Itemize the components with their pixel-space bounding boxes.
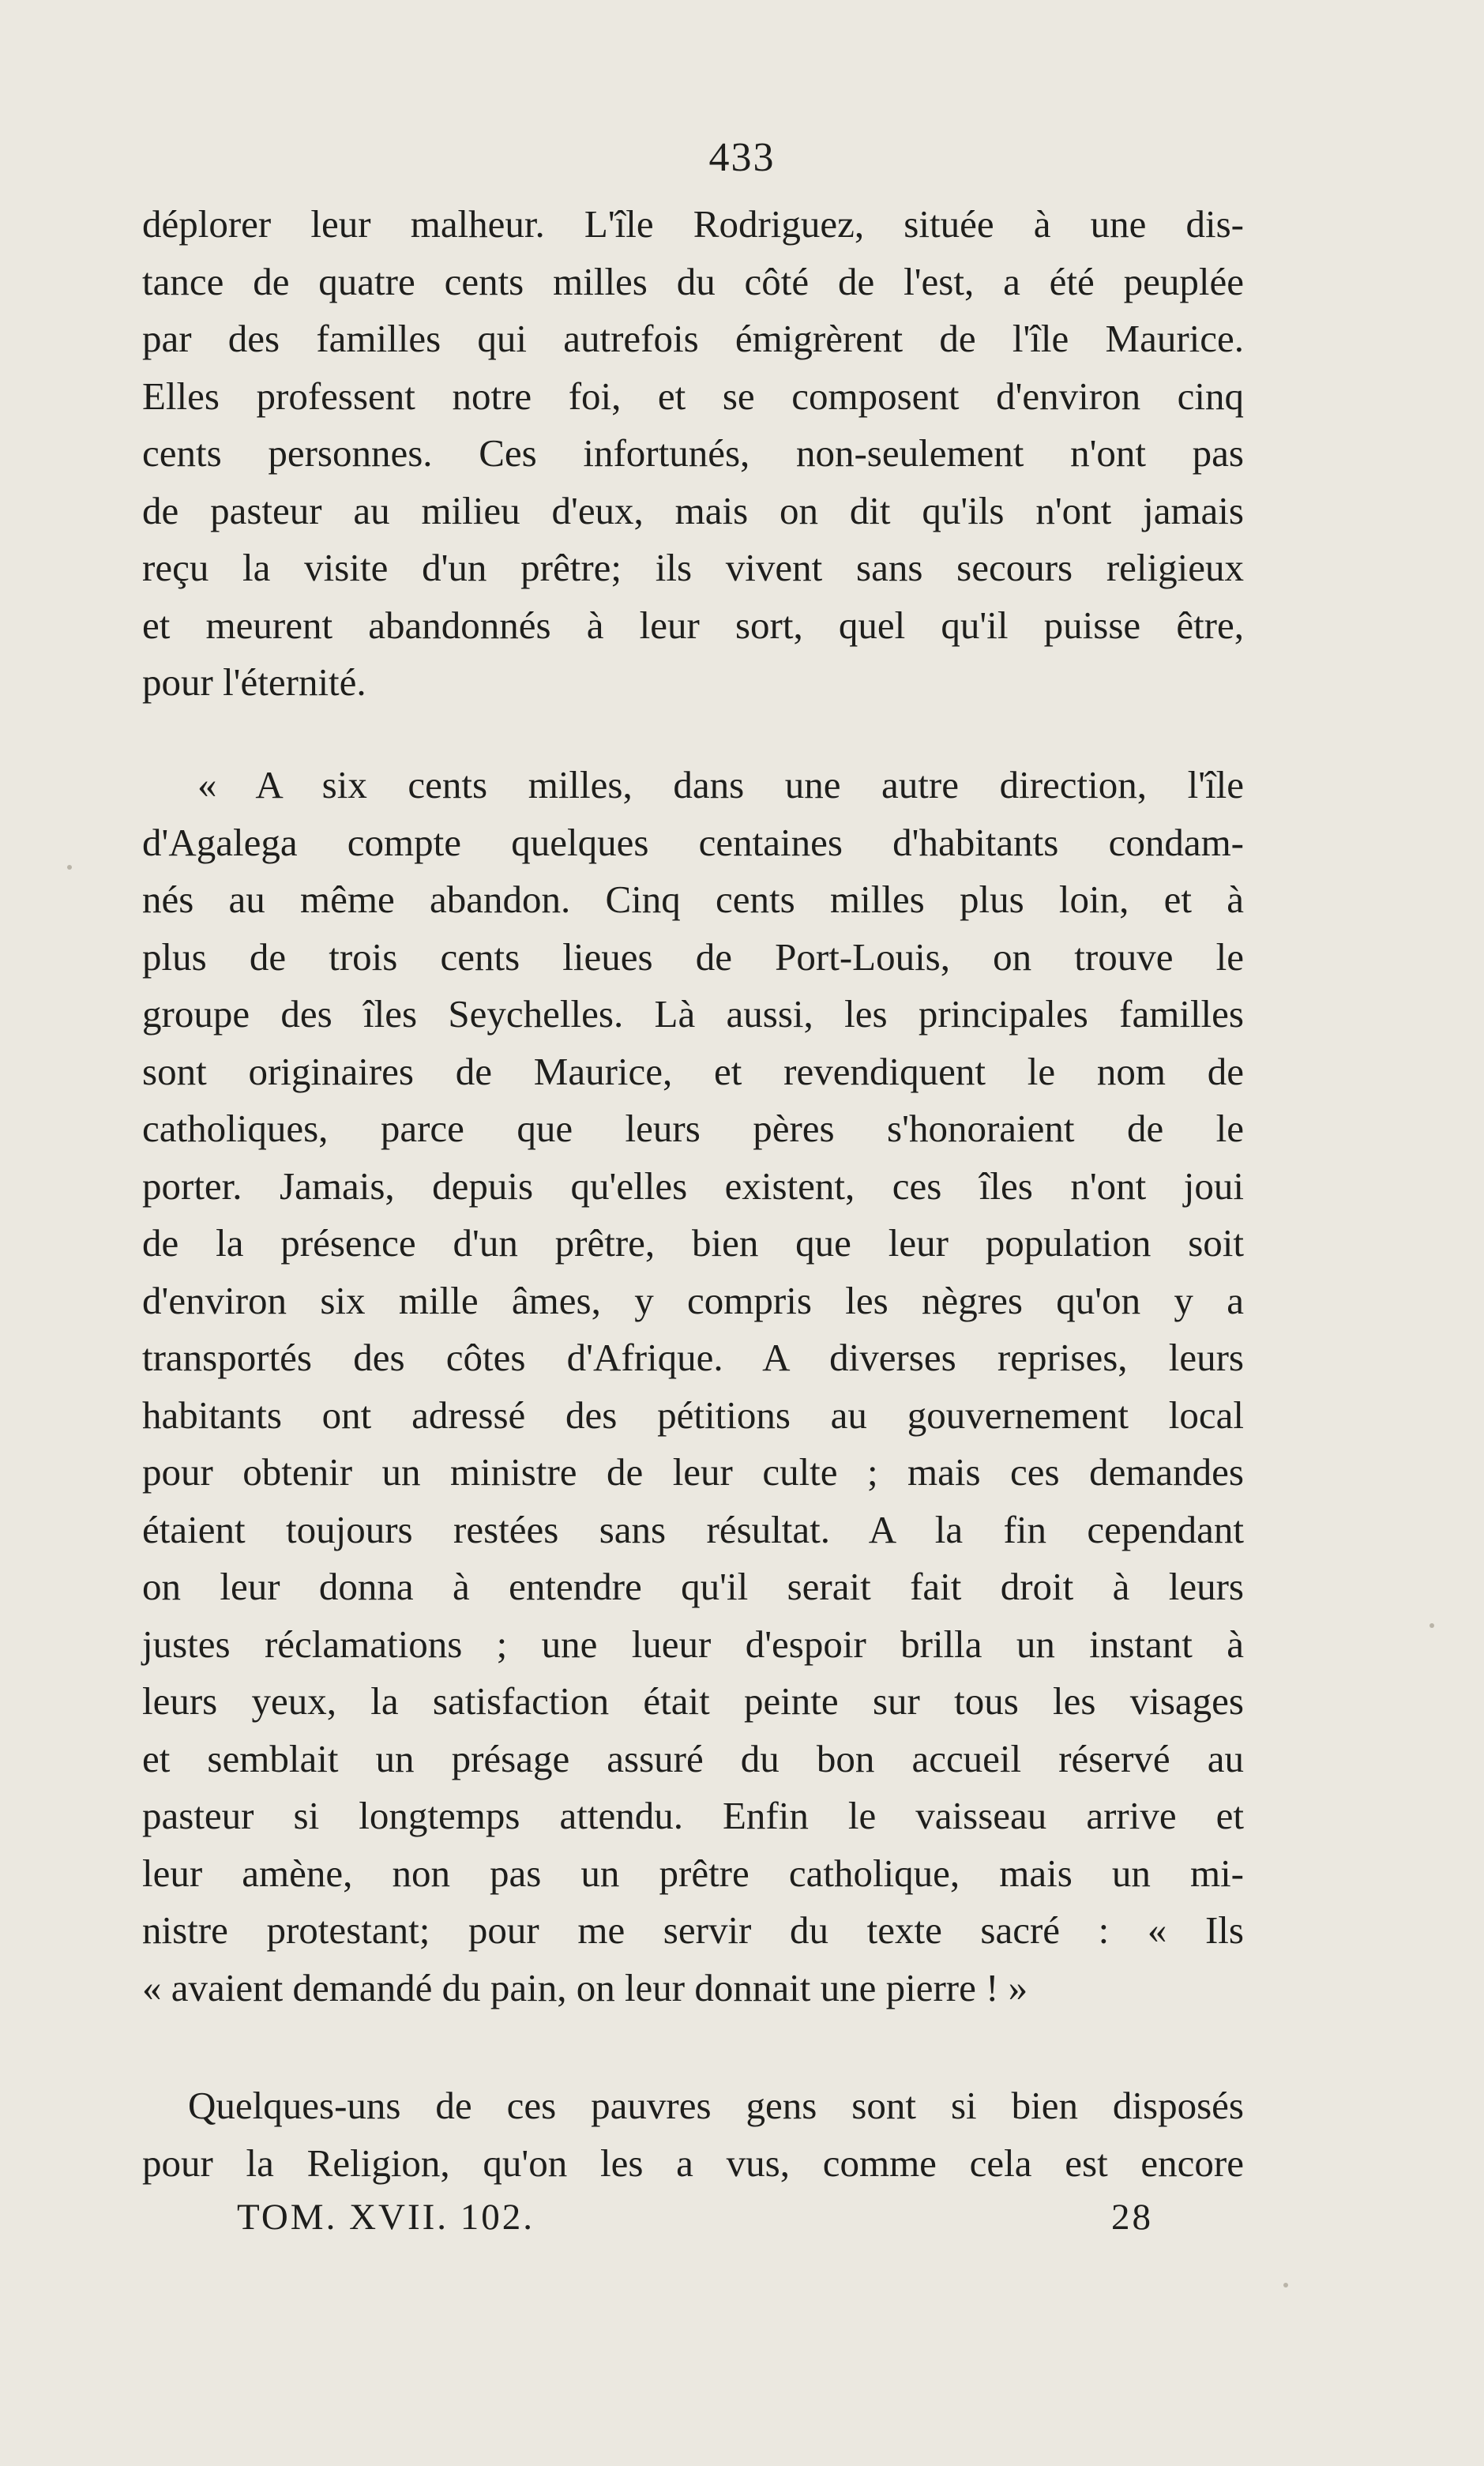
- text-line: habitants ont adressé des pétitions au gouvernement local: [142, 1393, 1244, 1437]
- text-line: plus de trois cents lieues de Port-Louis, on trouve le: [142, 934, 1244, 979]
- text-line: tance de quatre cents milles du côté de l'est, a été peuplée: [142, 259, 1244, 303]
- text-line: Quelques-uns de ces pauvres gens sont si bien disposés: [188, 2084, 1244, 2127]
- text-line: « avaient demandé du pain, on leur donnait une pierre ! »: [142, 1965, 1028, 2009]
- text-line: nistre protestant; pour me servir du texte sacré : « Ils: [142, 1908, 1244, 1952]
- text-line: étaient toujours restées sans résultat. A la fin cependant: [142, 1507, 1244, 1551]
- text-line: pasteur si longtemps attendu. Enfin le vaisseau arrive et: [142, 1794, 1244, 1837]
- text-line: pour la Religion, qu'on les a vus, comme cela est encore: [142, 2141, 1244, 2185]
- text-line: catholiques, parce que leurs pères s'honoraient de le: [142, 1107, 1244, 1150]
- page-number: 433: [708, 135, 776, 180]
- paragraph-3: [142, 2077, 1244, 2192]
- paper-speck: [1430, 1623, 1434, 1628]
- text-line: « A six cents milles, dans une autre direction, l'île: [197, 763, 1244, 806]
- text-line: cents personnes. Ces infortunés, non-seulement n'ont pas: [142, 431, 1244, 475]
- text-line: de la présence d'un prêtre, bien que leur population soit: [142, 1221, 1244, 1265]
- text-line: transportés des côtes d'Afrique. A diverses reprises, leurs: [142, 1336, 1244, 1379]
- text-line: leurs yeux, la satisfaction était peinte sur tous les visages: [142, 1679, 1244, 1723]
- paper-speck: [1283, 2283, 1288, 2287]
- text-line: d'Agalega compte quelques centaines d'habitants condam-: [142, 820, 1244, 864]
- text-line: nés au même abandon. Cinq cents milles plus loin, et à: [142, 878, 1244, 921]
- signature-mark: TOM. XVII. 102.: [237, 2197, 535, 2238]
- text-line: et semblait un présage assuré du bon accueil réservé au: [142, 1736, 1244, 1780]
- text-line: justes réclamations ; une lueur d'espoir brilla un instant à: [142, 1622, 1244, 1666]
- text-line: porter. Jamais, depuis qu'elles existent, ces îles n'ont joui: [142, 1163, 1244, 1208]
- page-footer: [237, 2196, 1153, 2239]
- text-line: leur amène, non pas un prêtre catholique, mais un mi-: [142, 1851, 1244, 1895]
- paragraph-1: [142, 196, 1244, 712]
- text-line: reçu la visite d'un prêtre; ils vivent sans secours religieux: [142, 546, 1244, 589]
- sheet-number: 28: [1111, 2197, 1153, 2238]
- text-line: par des familles qui autrefois émigrèrent de l'île Maurice.: [142, 317, 1244, 360]
- text-line: Elles professent notre foi, et se composent d'environ cinq: [142, 374, 1244, 418]
- text-line: on leur donna à entendre qu'il serait fait droit à leurs: [142, 1565, 1244, 1608]
- paper-speck: [67, 865, 72, 870]
- text-line: déplorer leur malheur. L'île Rodriguez, située à une dis-: [142, 202, 1244, 246]
- text-line: groupe des îles Seychelles. Là aussi, les principales familles: [142, 992, 1244, 1036]
- text-line: d'environ six mille âmes, y compris les nègres qu'on y a: [142, 1278, 1244, 1322]
- text-line: et meurent abandonnés à leur sort, quel qu'il puisse être,: [142, 603, 1244, 647]
- text-line: pour obtenir un ministre de leur culte ; mais ces demandes: [142, 1450, 1244, 1494]
- text-line: pour l'éternité.: [142, 660, 366, 704]
- paragraph-2: [142, 757, 1244, 2017]
- text-line: de pasteur au milieu d'eux, mais on dit qu'ils n'ont jamais: [142, 488, 1244, 532]
- text-line: sont originaires de Maurice, et revendiquent le nom de: [142, 1049, 1244, 1093]
